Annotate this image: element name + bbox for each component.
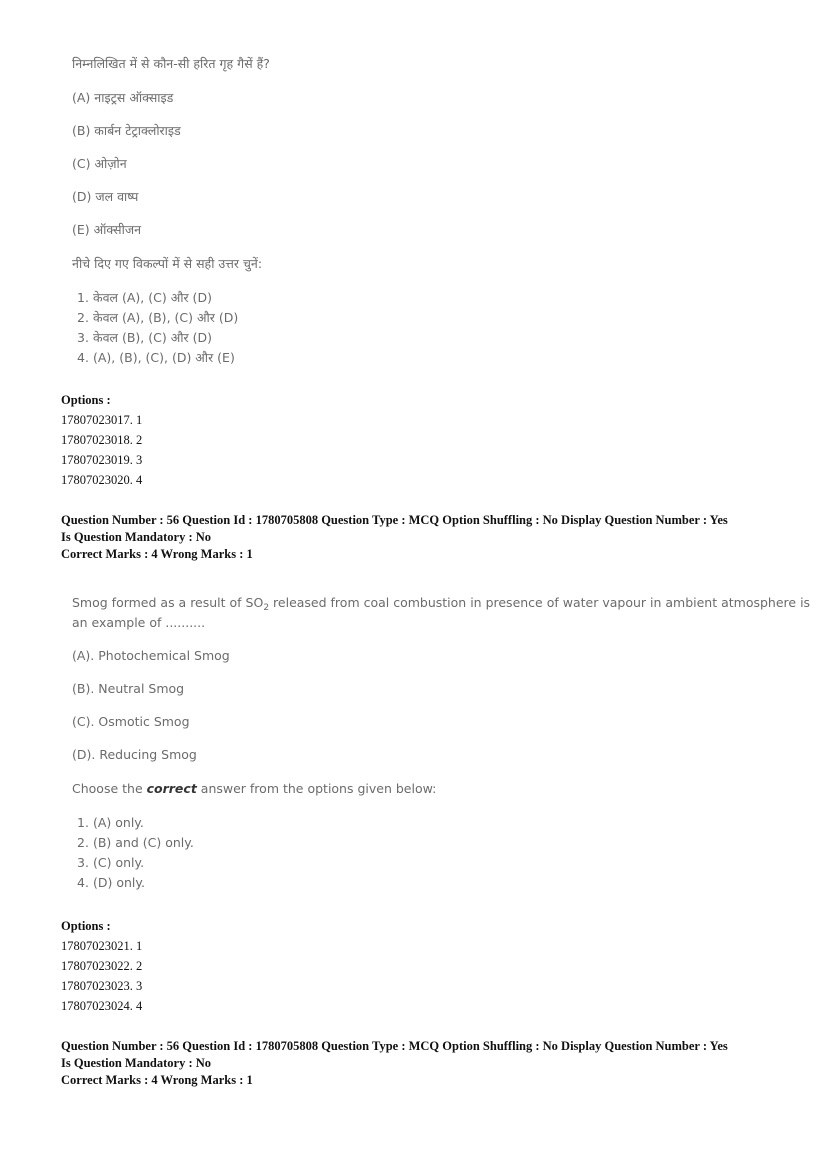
- option-item: 17807023019. 3: [61, 453, 143, 467]
- question-text: निम्नलिखित में से कौन-सी हरित गृह गैसें हैं?: [72, 56, 270, 71]
- choice-4: 4. (A), (B), (C), (D) और (E): [77, 350, 235, 365]
- question-header: [61, 512, 728, 563]
- choice-3: 3. केवल (B), (C) और (D): [77, 330, 212, 345]
- statement-d: (D). Reducing Smog: [72, 747, 197, 762]
- statement-a: (A). Photochemical Smog: [72, 648, 230, 663]
- options-list: [61, 916, 142, 1016]
- statement-c: (C). Osmotic Smog: [72, 714, 190, 729]
- choice-3: 3. (C) only.: [77, 855, 145, 870]
- question-mandatory: Is Question Mandatory : No: [61, 530, 212, 544]
- question-header: [61, 1038, 728, 1089]
- statement-c: (C) ओज़ोन: [72, 156, 127, 171]
- choice-2: 2. केवल (A), (B), (C) और (D): [77, 310, 239, 325]
- option-item: 17807023017. 1: [61, 413, 143, 427]
- instruction-text: Choose the correct answer from the options given below:: [72, 781, 437, 796]
- options-list: [61, 390, 142, 490]
- choice-1: 1. केवल (A), (C) और (D): [77, 290, 212, 305]
- option-item: 17807023018. 2: [61, 433, 143, 447]
- option-item: 17807023020. 4: [61, 473, 143, 487]
- option-item: 17807023021. 1: [61, 939, 143, 953]
- question-text: Smog formed as a result of $SO_2$ released from coal combustion in presence of water vapour in ambient atmosphere is: [72, 595, 811, 613]
- question-image-english: [60, 590, 811, 890]
- question-image-hindi: [60, 52, 380, 372]
- instruction-text: नीचे दिए गए विकल्पों में से सही उत्तर चुनें:: [72, 256, 263, 271]
- question-meta: Question Number : 56 Question Id : 1780705808 Question Type : MCQ Option Shuffling : No Display Question Number : Yes: [61, 513, 728, 527]
- question-text-continued: an example of ..........: [72, 615, 206, 630]
- option-item: 17807023023. 3: [61, 979, 143, 993]
- question-meta: Question Number : 56 Question Id : 1780705808 Question Type : MCQ Option Shuffling : No Display Question Number : Yes: [61, 1039, 728, 1053]
- statement-b: (B) कार्बन टेट्राक्लोराइड: [72, 123, 181, 138]
- option-item: 17807023022. 2: [61, 959, 143, 973]
- statement-a: (A) नाइट्रस ऑक्साइड: [72, 90, 174, 105]
- options-label: Options :: [61, 919, 111, 933]
- statement-b: (B). Neutral Smog: [72, 681, 185, 696]
- statement-e: (E) ऑक्सीजन: [72, 222, 142, 237]
- question-mandatory: Is Question Mandatory : No: [61, 1056, 212, 1070]
- choice-4: 4. (D) only.: [77, 875, 145, 890]
- statement-d: (D) जल वाष्प: [72, 189, 139, 204]
- choice-1: 1. (A) only.: [77, 815, 144, 830]
- options-label: Options :: [61, 393, 111, 407]
- question-marks: Correct Marks : 4 Wrong Marks : 1: [61, 1073, 253, 1087]
- question-marks: Correct Marks : 4 Wrong Marks : 1: [61, 547, 253, 561]
- option-item: 17807023024. 4: [61, 999, 143, 1013]
- choice-2: 2. (B) and (C) only.: [77, 835, 194, 850]
